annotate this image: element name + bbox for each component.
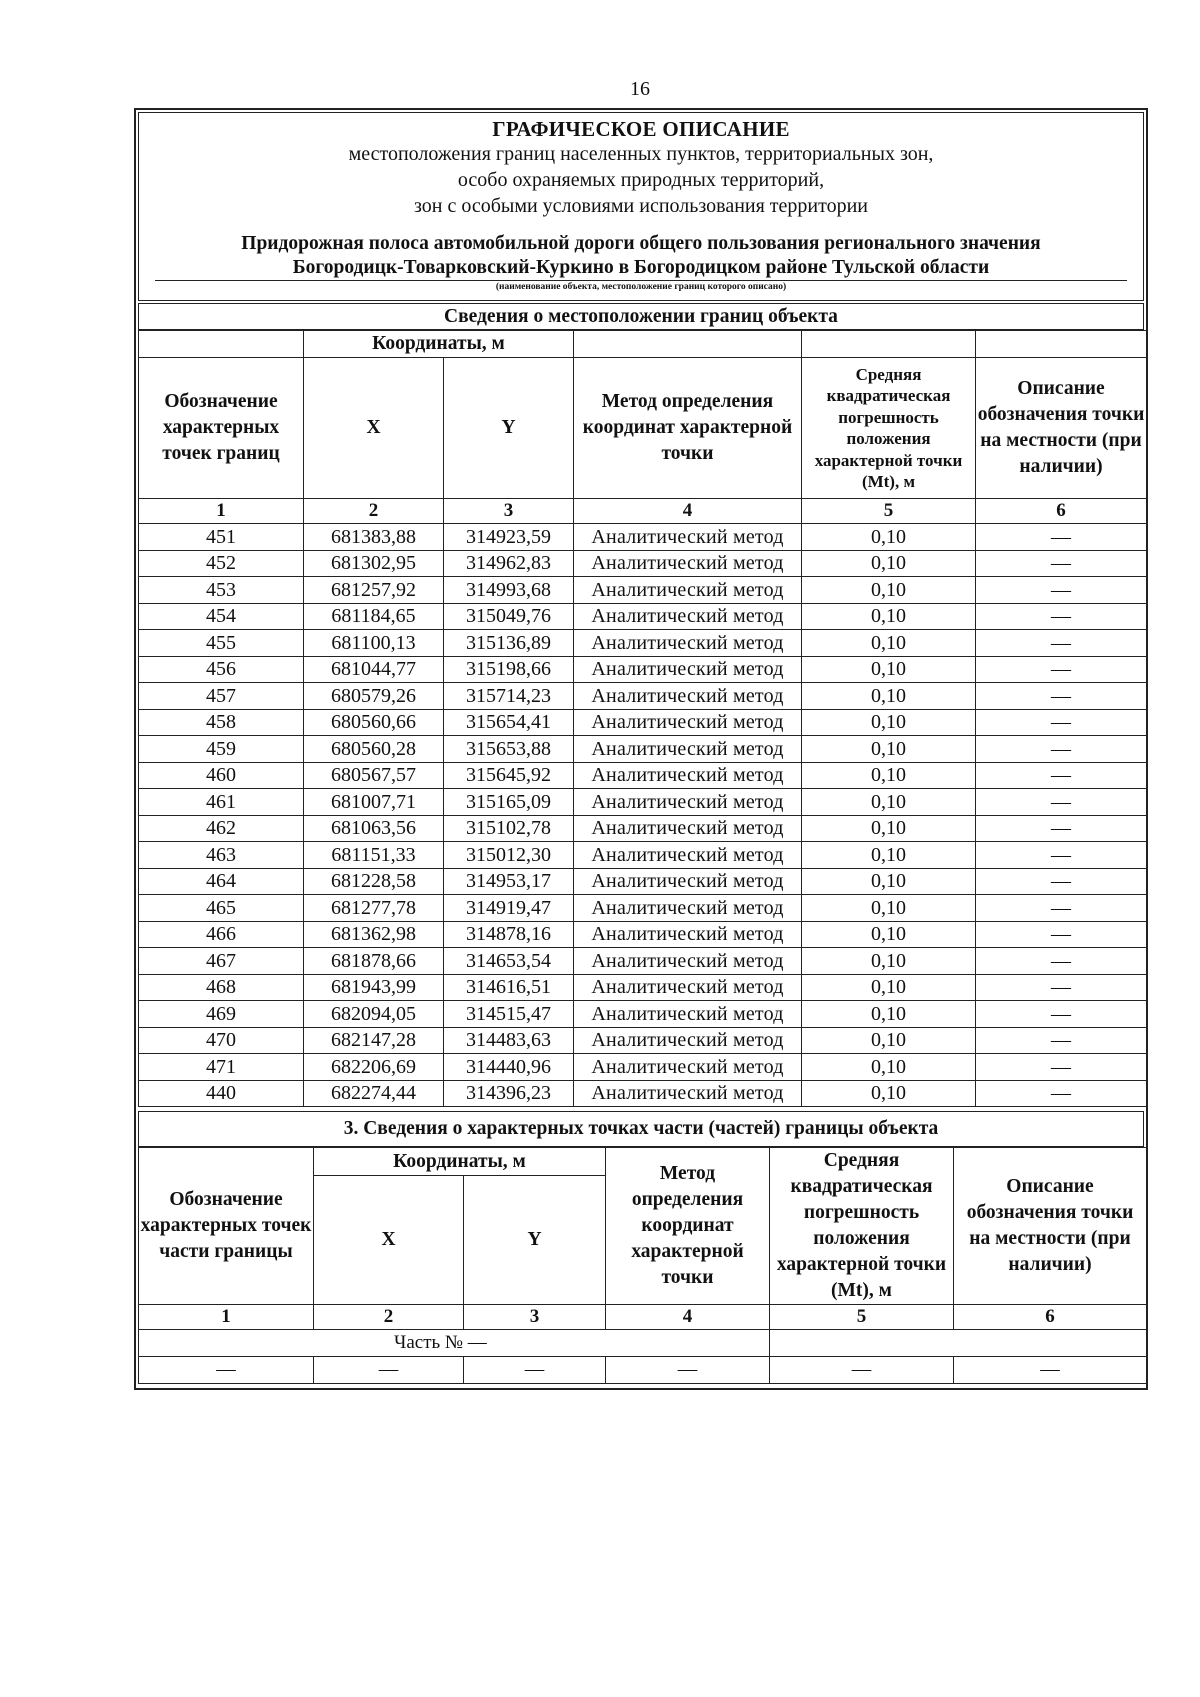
x-cell: 681277,78 xyxy=(304,895,444,922)
object-name-line-1: Придорожная полоса автомобильной дороги общего пользования регионального значения xyxy=(241,233,1041,254)
y-cell: 315198,66 xyxy=(444,656,574,683)
table-row xyxy=(139,815,1147,842)
error-cell: 0,10 xyxy=(802,1027,976,1054)
point-cell: 456 xyxy=(139,656,304,683)
x-cell: 681878,66 xyxy=(304,948,444,975)
object-name-line-2: Богородицк-Товарковский-Куркино в Богородицком районе Тульской области xyxy=(155,257,1127,281)
point-cell: 459 xyxy=(139,736,304,763)
description-cell: — xyxy=(976,974,1147,1001)
part-error-header: Средняя квадратическая погрешность положения характерной точки (Mt), м xyxy=(770,1148,954,1305)
object-caption: (наименование объекта, местоположение границ которого описано) xyxy=(495,282,787,292)
error-cell: 0,10 xyxy=(802,709,976,736)
table-row xyxy=(139,921,1147,948)
y-cell: 315165,09 xyxy=(444,789,574,816)
col-number: 1 xyxy=(139,1305,314,1330)
error-cell: 0,10 xyxy=(802,1080,976,1107)
col-number: 6 xyxy=(954,1305,1147,1330)
y-cell: 315714,23 xyxy=(444,683,574,710)
method-cell: Аналитический метод xyxy=(574,550,802,577)
y-cell: 314396,23 xyxy=(444,1080,574,1107)
method-cell: Аналитический метод xyxy=(574,868,802,895)
point-cell: 464 xyxy=(139,868,304,895)
error-cell: 0,10 xyxy=(802,603,976,630)
description-cell: — xyxy=(976,736,1147,763)
boundary-points-table xyxy=(138,330,1147,1107)
empty-cell: — xyxy=(954,1357,1147,1384)
table-row xyxy=(139,709,1147,736)
description-cell: — xyxy=(976,842,1147,869)
error-cell: 0,10 xyxy=(802,736,976,763)
method-cell: Аналитический метод xyxy=(574,842,802,869)
col-number: 4 xyxy=(606,1305,770,1330)
method-cell: Аналитический метод xyxy=(574,921,802,948)
empty-cell: — xyxy=(464,1357,606,1384)
point-cell: 471 xyxy=(139,1054,304,1081)
point-cell: 461 xyxy=(139,789,304,816)
x-header: X xyxy=(304,358,444,499)
point-cell: 453 xyxy=(139,577,304,604)
y-cell: 314919,47 xyxy=(444,895,574,922)
description-cell: — xyxy=(976,524,1147,551)
description-cell: — xyxy=(976,630,1147,657)
description-cell: — xyxy=(976,789,1147,816)
method-cell: Аналитический метод xyxy=(574,895,802,922)
description-cell: — xyxy=(976,603,1147,630)
error-cell: 0,10 xyxy=(802,524,976,551)
method-cell: Аналитический метод xyxy=(574,762,802,789)
part-method-header: Метод определения координат характерной точки xyxy=(606,1148,770,1305)
description-header: Описание обозначения точки на местности (при наличии) xyxy=(976,358,1147,499)
x-cell: 682094,05 xyxy=(304,1001,444,1028)
error-cell: 0,10 xyxy=(802,1001,976,1028)
x-cell: 681943,99 xyxy=(304,974,444,1001)
point-cell: 467 xyxy=(139,948,304,975)
y-header: Y xyxy=(444,358,574,499)
point-cell: 452 xyxy=(139,550,304,577)
col-number: 2 xyxy=(304,499,444,524)
col-number: 4 xyxy=(574,499,802,524)
error-header: Средняя квадратическая погрешность положения характерной точки (Mt), м xyxy=(802,358,976,499)
y-cell: 314962,83 xyxy=(444,550,574,577)
description-cell: — xyxy=(976,550,1147,577)
table-row xyxy=(139,656,1147,683)
y-cell: 314953,17 xyxy=(444,868,574,895)
y-cell: 315012,30 xyxy=(444,842,574,869)
method-cell: Аналитический метод xyxy=(574,603,802,630)
error-cell: 0,10 xyxy=(802,577,976,604)
document-header xyxy=(138,112,1144,301)
x-cell: 680560,28 xyxy=(304,736,444,763)
x-cell: 680567,57 xyxy=(304,762,444,789)
description-cell: — xyxy=(976,1080,1147,1107)
table-row xyxy=(139,550,1147,577)
table-row xyxy=(139,1001,1147,1028)
y-cell: 314440,96 xyxy=(444,1054,574,1081)
error-cell: 0,10 xyxy=(802,842,976,869)
error-cell: 0,10 xyxy=(802,895,976,922)
error-cell: 0,10 xyxy=(802,656,976,683)
point-cell: 455 xyxy=(139,630,304,657)
description-cell: — xyxy=(976,815,1147,842)
x-cell: 681063,56 xyxy=(304,815,444,842)
section3-title: 3. Сведения о характерных точках части (частей) границы объекта xyxy=(138,1111,1144,1147)
description-cell: — xyxy=(976,577,1147,604)
y-cell: 314653,54 xyxy=(444,948,574,975)
y-cell: 315136,89 xyxy=(444,630,574,657)
boundary-points-rows xyxy=(139,524,1147,1107)
col-number: 1 xyxy=(139,499,304,524)
empty-cell: — xyxy=(770,1357,954,1384)
table-row xyxy=(139,683,1147,710)
col-number: 5 xyxy=(802,499,976,524)
table-row xyxy=(139,603,1147,630)
x-cell: 681228,58 xyxy=(304,868,444,895)
part-points-table xyxy=(138,1147,1147,1384)
point-cell: 466 xyxy=(139,921,304,948)
col-number: 2 xyxy=(314,1305,464,1330)
x-cell: 681383,88 xyxy=(304,524,444,551)
x-cell: 681362,98 xyxy=(304,921,444,948)
error-cell: 0,10 xyxy=(802,550,976,577)
x-cell: 681007,71 xyxy=(304,789,444,816)
x-cell: 681100,13 xyxy=(304,630,444,657)
page-number: 16 xyxy=(630,78,650,100)
description-cell: — xyxy=(976,1001,1147,1028)
table-row xyxy=(139,1054,1147,1081)
x-cell: 681151,33 xyxy=(304,842,444,869)
method-cell: Аналитический метод xyxy=(574,1001,802,1028)
x-cell: 681184,65 xyxy=(304,603,444,630)
y-cell: 315102,78 xyxy=(444,815,574,842)
error-cell: 0,10 xyxy=(802,948,976,975)
method-header: Метод определения координат характерной точки xyxy=(574,358,802,499)
y-cell: 314616,51 xyxy=(444,974,574,1001)
subtitle-line-2: особо охраняемых природных территорий, xyxy=(457,169,825,191)
point-cell: 470 xyxy=(139,1027,304,1054)
table-row xyxy=(139,868,1147,895)
table-row xyxy=(139,842,1147,869)
coords-header: Координаты, м xyxy=(304,331,574,358)
description-cell: — xyxy=(976,868,1147,895)
part-coords-header: Координаты, м xyxy=(314,1148,606,1176)
error-cell: 0,10 xyxy=(802,630,976,657)
part-description-header: Описание обозначения точки на местности (при наличии) xyxy=(954,1148,1147,1305)
x-cell: 680579,26 xyxy=(304,683,444,710)
document-frame xyxy=(134,108,1148,1390)
point-header: Обозначение характерных точек границ xyxy=(139,358,304,499)
table-row xyxy=(139,630,1147,657)
method-cell: Аналитический метод xyxy=(574,630,802,657)
subtitle-line-1: местоположения границ населенных пунктов, территориальных зон, xyxy=(348,143,934,165)
point-cell: 451 xyxy=(139,524,304,551)
y-cell: 315049,76 xyxy=(444,603,574,630)
point-cell: 463 xyxy=(139,842,304,869)
table-row xyxy=(139,948,1147,975)
point-cell: 440 xyxy=(139,1080,304,1107)
error-cell: 0,10 xyxy=(802,921,976,948)
table-row xyxy=(139,577,1147,604)
y-cell: 314993,68 xyxy=(444,577,574,604)
table-row xyxy=(139,974,1147,1001)
x-cell: 682206,69 xyxy=(304,1054,444,1081)
point-cell: 462 xyxy=(139,815,304,842)
point-cell: 460 xyxy=(139,762,304,789)
x-cell: 681302,95 xyxy=(304,550,444,577)
description-cell: — xyxy=(976,921,1147,948)
table-row xyxy=(139,762,1147,789)
description-cell: — xyxy=(976,683,1147,710)
error-cell: 0,10 xyxy=(802,815,976,842)
x-cell: 681044,77 xyxy=(304,656,444,683)
part-x-header: X xyxy=(314,1176,464,1305)
method-cell: Аналитический метод xyxy=(574,656,802,683)
empty-cell: — xyxy=(314,1357,464,1384)
method-cell: Аналитический метод xyxy=(574,974,802,1001)
description-cell: — xyxy=(976,656,1147,683)
method-cell: Аналитический метод xyxy=(574,736,802,763)
table-row xyxy=(139,524,1147,551)
point-cell: 468 xyxy=(139,974,304,1001)
error-cell: 0,10 xyxy=(802,974,976,1001)
error-cell: 0,10 xyxy=(802,683,976,710)
y-cell: 315645,92 xyxy=(444,762,574,789)
method-cell: Аналитический метод xyxy=(574,789,802,816)
y-cell: 314483,63 xyxy=(444,1027,574,1054)
x-cell: 682147,28 xyxy=(304,1027,444,1054)
description-cell: — xyxy=(976,762,1147,789)
point-cell: 469 xyxy=(139,1001,304,1028)
table-row xyxy=(139,895,1147,922)
error-cell: 0,10 xyxy=(802,1054,976,1081)
document-title: ГРАФИЧЕСКОЕ ОПИСАНИЕ xyxy=(492,117,790,141)
subtitle-line-3: зон с особыми условиями использования территории xyxy=(413,195,869,217)
part-y-header: Y xyxy=(464,1176,606,1305)
y-cell: 314923,59 xyxy=(444,524,574,551)
error-cell: 0,10 xyxy=(802,762,976,789)
description-cell: — xyxy=(976,1027,1147,1054)
point-cell: 458 xyxy=(139,709,304,736)
empty-cell: — xyxy=(139,1357,314,1384)
col-number: 3 xyxy=(444,499,574,524)
method-cell: Аналитический метод xyxy=(574,815,802,842)
method-cell: Аналитический метод xyxy=(574,1054,802,1081)
description-cell: — xyxy=(976,709,1147,736)
x-cell: 682274,44 xyxy=(304,1080,444,1107)
y-cell: 314878,16 xyxy=(444,921,574,948)
y-cell: 315653,88 xyxy=(444,736,574,763)
empty-cell: — xyxy=(606,1357,770,1384)
col-number: 5 xyxy=(770,1305,954,1330)
error-cell: 0,10 xyxy=(802,868,976,895)
col-number: 3 xyxy=(464,1305,606,1330)
point-cell: 465 xyxy=(139,895,304,922)
col-number: 6 xyxy=(976,499,1147,524)
point-cell: 457 xyxy=(139,683,304,710)
y-cell: 314515,47 xyxy=(444,1001,574,1028)
method-cell: Аналитический метод xyxy=(574,577,802,604)
part-label: Часть № — xyxy=(139,1330,770,1357)
y-cell: 315654,41 xyxy=(444,709,574,736)
table-row xyxy=(139,789,1147,816)
point-cell: 454 xyxy=(139,603,304,630)
section1-title: Сведения о местоположении границ объекта xyxy=(138,303,1144,330)
error-cell: 0,10 xyxy=(802,789,976,816)
method-cell: Аналитический метод xyxy=(574,683,802,710)
method-cell: Аналитический метод xyxy=(574,1080,802,1107)
method-cell: Аналитический метод xyxy=(574,524,802,551)
part-point-header: Обозначение характерных точек части границы xyxy=(139,1148,314,1305)
description-cell: — xyxy=(976,895,1147,922)
x-cell: 681257,92 xyxy=(304,577,444,604)
method-cell: Аналитический метод xyxy=(574,948,802,975)
table-row xyxy=(139,1027,1147,1054)
description-cell: — xyxy=(976,948,1147,975)
x-cell: 680560,66 xyxy=(304,709,444,736)
table-row xyxy=(139,736,1147,763)
method-cell: Аналитический метод xyxy=(574,1027,802,1054)
method-cell: Аналитический метод xyxy=(574,709,802,736)
description-cell: — xyxy=(976,1054,1147,1081)
table-row xyxy=(139,1080,1147,1107)
